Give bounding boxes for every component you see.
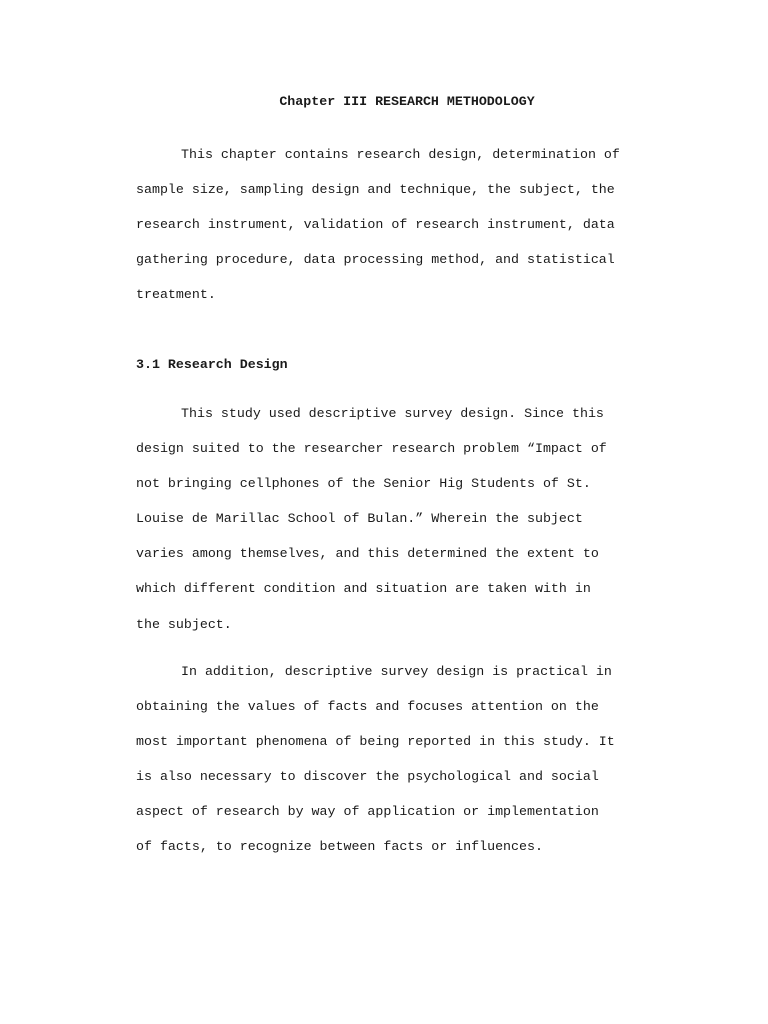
paragraph-line: This chapter contains research design, determination of: [181, 147, 620, 162]
paragraph-line: which different condition and situation are taken with in: [136, 581, 591, 597]
paragraph-line: In addition, descriptive survey design is practical in: [181, 664, 612, 679]
paragraph-line: research instrument, validation of research instrument, data: [136, 217, 615, 233]
paragraph-research-design: [136, 404, 696, 650]
chapter-title: Chapter III RESEARCH METHODOLOGY: [279, 94, 535, 109]
paragraph-line: treatment.: [136, 287, 216, 303]
paragraph-line: Louise de Marillac School of Bulan.” Wherein the subject: [136, 511, 583, 527]
paragraph-addition: [136, 662, 696, 873]
paragraph-intro: [136, 145, 696, 320]
paragraph-line: gathering procedure, data processing method, and statistical: [136, 252, 615, 268]
paragraph-line: sample size, sampling design and technique, the subject, the: [136, 182, 615, 198]
section-heading: 3.1 Research Design: [136, 357, 288, 372]
paragraph-line: design suited to the researcher research problem “Impact of: [136, 441, 607, 457]
paragraph-line: most important phenomena of being reported in this study. It: [136, 734, 615, 750]
paragraph-line: is also necessary to discover the psychological and social: [136, 769, 599, 785]
paragraph-line: of facts, to recognize between facts or influences.: [136, 839, 543, 855]
paragraph-line: This study used descriptive survey design. Since this: [181, 406, 604, 421]
paragraph-line: aspect of research by way of application or implementation: [136, 804, 599, 820]
paragraph-line: not bringing cellphones of the Senior Hig Students of St.: [136, 476, 591, 492]
paragraph-line: obtaining the values of facts and focuses attention on the: [136, 699, 599, 715]
paragraph-line: varies among themselves, and this determined the extent to: [136, 546, 599, 562]
paragraph-line: the subject.: [136, 616, 232, 632]
